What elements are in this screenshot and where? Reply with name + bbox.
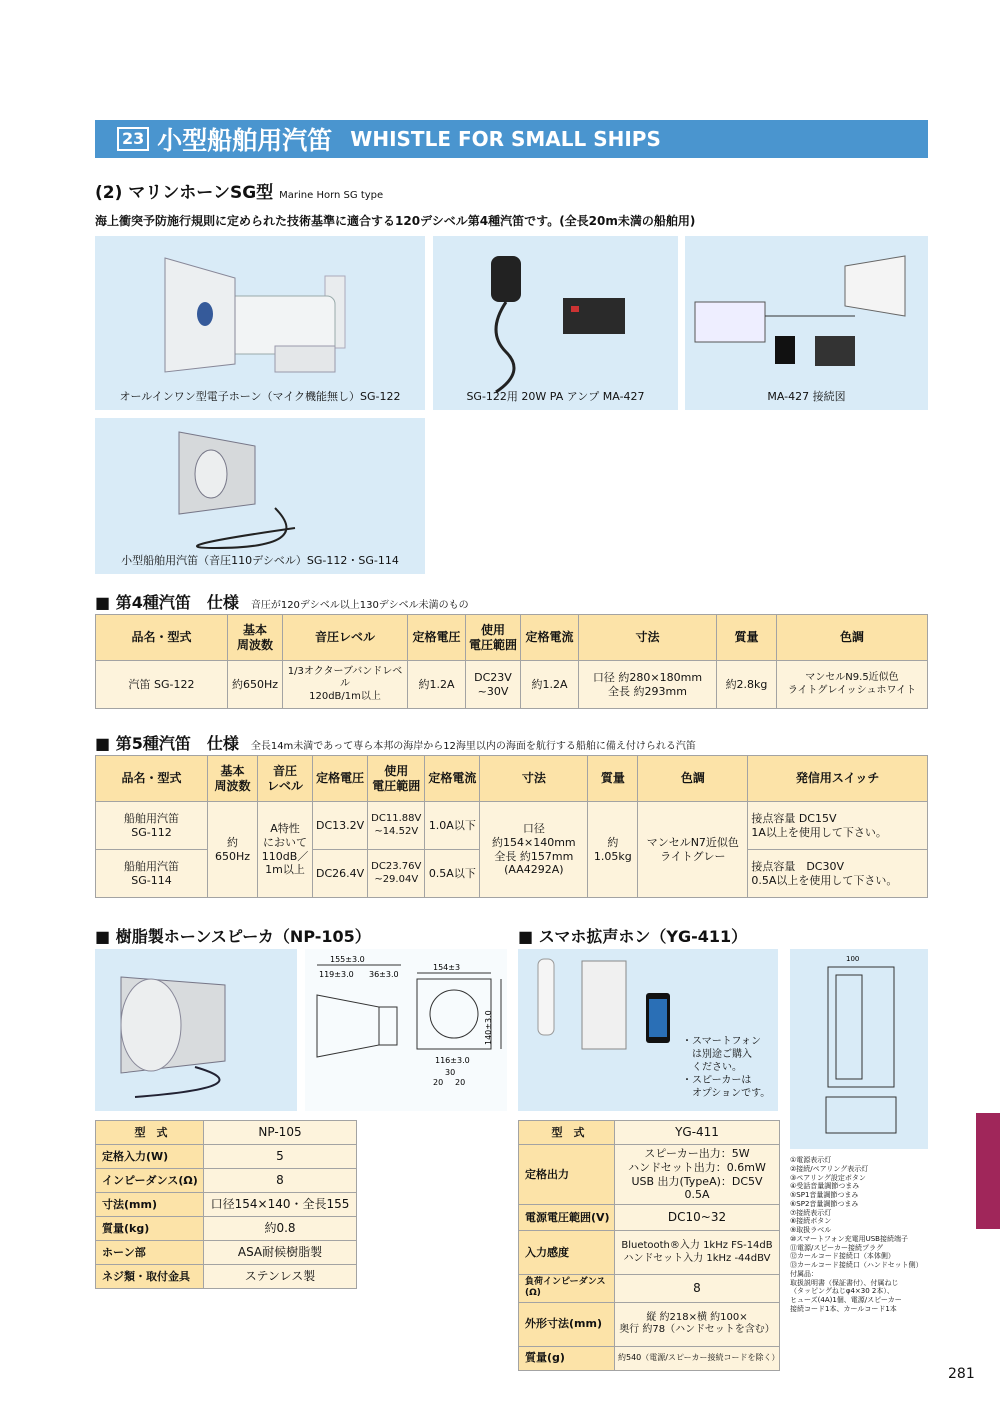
dim-label: 36±3.0 xyxy=(369,970,399,979)
table-header: 基本 周波数 xyxy=(208,756,258,802)
table-header: 色調 xyxy=(638,756,748,802)
spec-label: 定格入力(W) xyxy=(96,1145,204,1169)
yg411-legend: ①電源表示灯 ②接続/ペアリング表示灯 ③ペアリング設定ボタン ④受話音量調節つまみ ⑤SP1音量調節つまみ ⑥SP2音量調節つまみ ⑦接続表示灯 ⑧接続ボタン ⑨取扱ラベル ⑩スマートフォン充電用USB接続端子 ⑪電源/スピーカー接続プラグ ⑫カールコード接続口（本体側） ⑬カールコード接続口（ハンドセット側） 付属品： 取扱説明書（保証書付）、付属ねじ （タッピングねじφ4×30 2本）、 ヒューズ(4A)1個、電源/スピーカー 接続コード1本、カールコード1本 xyxy=(790,1156,923,1313)
spec-value: 8 xyxy=(204,1169,357,1193)
table-cell: A特性 において 110dB／ 1m以上 xyxy=(258,802,313,898)
table-cell: DC11.88V ~14.52V xyxy=(368,802,425,850)
np105-title: ■ 樹脂製ホーンスピーカ（NP-105） xyxy=(95,927,371,946)
section4-note: 音圧が120デシベル以上130デシベル未満のもの xyxy=(250,600,469,611)
photo-caption: SG-122用 20W PA アンプ MA-427 xyxy=(466,390,645,403)
table-cell: 1.0A以下 xyxy=(425,802,480,850)
table-header: 定格電圧 xyxy=(313,756,368,802)
table-cell: 汽笛 SG-122 xyxy=(96,661,228,709)
spec-label: 質量(g) xyxy=(519,1346,615,1370)
section5-note: 全長14m未満であって専ら本邦の海岸から12海里以内の海面を航行する船舶に備え付けられる汽笛 xyxy=(250,741,696,752)
table-cell: 約 650Hz xyxy=(208,802,258,898)
table-cell: 1/3オクターブバンドレベル 120dB/1m以上 xyxy=(283,661,408,709)
table-header: 質量 xyxy=(717,615,777,661)
table-header: 定格電流 xyxy=(425,756,480,802)
subtitle-en: Marine Horn SG type xyxy=(279,190,384,201)
front-view-drawing xyxy=(790,949,928,1149)
table-cell: マンセルN9.5近似色 ライトグレイッシュホワイト xyxy=(777,661,928,709)
section4-table xyxy=(95,614,928,709)
table-header: 発信用スイッチ xyxy=(748,756,928,802)
photo-caption: MA-427 接続図 xyxy=(767,390,846,403)
spec-value: 8 xyxy=(615,1275,780,1303)
small-horn-illustration xyxy=(95,418,425,574)
table-cell: 接点容量 DC15V 1A以上を使用して下さい。 xyxy=(748,802,928,850)
spec-value: 約0.8 xyxy=(204,1217,357,1241)
table-header: 品名・型式 xyxy=(96,756,208,802)
table-cell: 口径 約154×140mm 全長 約157mm (AA4292A) xyxy=(480,802,588,898)
spec-value: Bluetooth®入力 1kHz FS-14dB ハンドセット入力 1kHz -44dBV xyxy=(615,1231,780,1275)
section5-heading: ■ 第5種汽笛 仕様 xyxy=(95,734,239,753)
np105-illustration xyxy=(95,949,297,1111)
dim-label: 20 xyxy=(433,1078,444,1087)
table-header: 基本 周波数 xyxy=(228,615,283,661)
yg411-photo-note: ・スマートフォン は別途ご購入 ください。 ・スピーカーは オプションです。 xyxy=(682,1036,771,1099)
table-cell: DC23V ~30V xyxy=(466,661,521,709)
section4-title xyxy=(95,590,469,613)
table-cell: 口径 約280×180mm 全長 約293mm xyxy=(579,661,717,709)
table-cell: DC23.76V ~29.04V xyxy=(368,850,425,898)
photo-sg122 xyxy=(95,236,425,410)
dim-label: 116±3.0 xyxy=(435,1056,470,1065)
section5-title xyxy=(95,731,696,754)
table-header: 質量 xyxy=(588,756,638,802)
spec-label: 入力感度 xyxy=(519,1231,615,1275)
spec-label: インピーダンス(Ω) xyxy=(96,1169,204,1193)
table-cell: 0.5A以下 xyxy=(425,850,480,898)
dim-label: 119±3.0 xyxy=(319,970,354,979)
page-number: 281 xyxy=(948,1366,975,1382)
intro-text: 海上衝突予防施行規則に定められた技術基準に適合する120デシベル第4種汽笛です。(全長20m未満の船舶用) xyxy=(95,214,696,228)
table-header: 色調 xyxy=(777,615,928,661)
dim-label: 20 xyxy=(455,1078,466,1087)
table-cell: 船舶用汽笛 SG-114 xyxy=(96,850,208,898)
spec-value: YG-411 xyxy=(615,1121,780,1145)
photo-yg411 xyxy=(518,949,778,1111)
spec-label: 型 式 xyxy=(519,1121,615,1145)
table-cell: 約1.2A xyxy=(408,661,466,709)
np105-drawing xyxy=(305,949,507,1111)
table-header: 使用 電圧範囲 xyxy=(368,756,425,802)
banner-title-en: WHISTLE FOR SMALL SHIPS xyxy=(350,127,661,151)
spec-label: 定格出力 xyxy=(519,1145,615,1205)
spec-value: NP-105 xyxy=(204,1121,357,1145)
photo-sg112 xyxy=(95,418,425,574)
section4-heading: ■ 第4種汽笛 仕様 xyxy=(95,593,239,612)
dim-label: 140±3.0 xyxy=(484,1010,493,1045)
table-cell: マンセルN7近似色 ライトグレー xyxy=(638,802,748,898)
table-cell: 約2.8kg xyxy=(717,661,777,709)
table-cell: 接点容量 DC30V 0.5A以上を使用して下さい。 xyxy=(748,850,928,898)
spec-value: 5 xyxy=(204,1145,357,1169)
wiring-diagram xyxy=(685,236,928,410)
horn-illustration xyxy=(95,236,425,410)
yg411-drawing xyxy=(790,949,928,1149)
subtitle-jp: (2) マリンホーンSG型 xyxy=(95,183,274,203)
spec-value: ASA耐候樹脂製 xyxy=(204,1241,357,1265)
np105-spec-table xyxy=(95,1120,357,1289)
photo-caption: 小型船舶用汽笛（音圧110デシベル）SG-112・SG-114 xyxy=(121,554,399,567)
spec-label: ホーン部 xyxy=(96,1241,204,1265)
photo-ma427 xyxy=(433,236,678,410)
photo-wiring xyxy=(685,236,928,410)
spec-value: 口径154×140・全長155 xyxy=(204,1193,357,1217)
table-cell: 約1.2A xyxy=(521,661,579,709)
table-header: 寸法 xyxy=(579,615,717,661)
spec-label: ネジ類・取付金具 xyxy=(96,1265,204,1289)
spec-value: スピーカー出力：5W ハンドセット出力：0.6mW USB 出力(TypeA)：DC5V 0.5A xyxy=(615,1145,780,1205)
yg411-title: ■ スマホ拡声ホン（YG-411） xyxy=(518,927,748,946)
photo-caption: オールインワン型電子ホーン（マイク機能無し）SG-122 xyxy=(119,390,401,403)
spec-label: 型 式 xyxy=(96,1121,204,1145)
spec-label: 電源電圧範囲(V) xyxy=(519,1205,615,1231)
dim-label: 100 xyxy=(846,955,860,963)
spec-label: 寸法(mm) xyxy=(96,1193,204,1217)
banner-title-jp: 小型船舶用汽笛 xyxy=(157,126,333,155)
yg411-spec-table xyxy=(518,1120,780,1371)
section5-table xyxy=(95,755,928,898)
dim-label: 155±3.0 xyxy=(330,955,365,964)
table-cell: 約650Hz xyxy=(228,661,283,709)
section-number: 23 xyxy=(117,127,149,151)
table-header: 音圧 レベル xyxy=(258,756,313,802)
table-header: 使用 電圧範囲 xyxy=(466,615,521,661)
spec-value: 約540（電源/スピーカー接続コードを除く） xyxy=(615,1346,780,1370)
table-header: 音圧レベル xyxy=(283,615,408,661)
dim-label: 30 xyxy=(445,1068,456,1077)
table-cell: DC26.4V xyxy=(313,850,368,898)
table-cell: 船舶用汽笛 SG-112 xyxy=(96,802,208,850)
table-header: 定格電圧 xyxy=(408,615,466,661)
subtitle xyxy=(95,178,383,203)
photo-np105 xyxy=(95,949,297,1111)
section-banner xyxy=(95,120,928,158)
amp-illustration xyxy=(433,236,678,410)
side-tab xyxy=(976,1113,1000,1229)
table-header: 品名・型式 xyxy=(96,615,228,661)
spec-value: DC10~32 xyxy=(615,1205,780,1231)
spec-label: 質量(kg) xyxy=(96,1217,204,1241)
dimension-drawing xyxy=(305,949,507,1111)
table-cell: 約 1.05kg xyxy=(588,802,638,898)
spec-label: 負荷インピーダンス(Ω) xyxy=(519,1275,615,1303)
dim-label: 154±3 xyxy=(433,963,461,972)
table-header: 寸法 xyxy=(480,756,588,802)
table-cell: DC13.2V xyxy=(313,802,368,850)
table-header: 定格電流 xyxy=(521,615,579,661)
spec-value: 縦 約218×横 約100× 奥行 約78（ハンドセットを含む） xyxy=(615,1302,780,1346)
spec-label: 外形寸法(mm) xyxy=(519,1302,615,1346)
spec-value: ステンレス製 xyxy=(204,1265,357,1289)
